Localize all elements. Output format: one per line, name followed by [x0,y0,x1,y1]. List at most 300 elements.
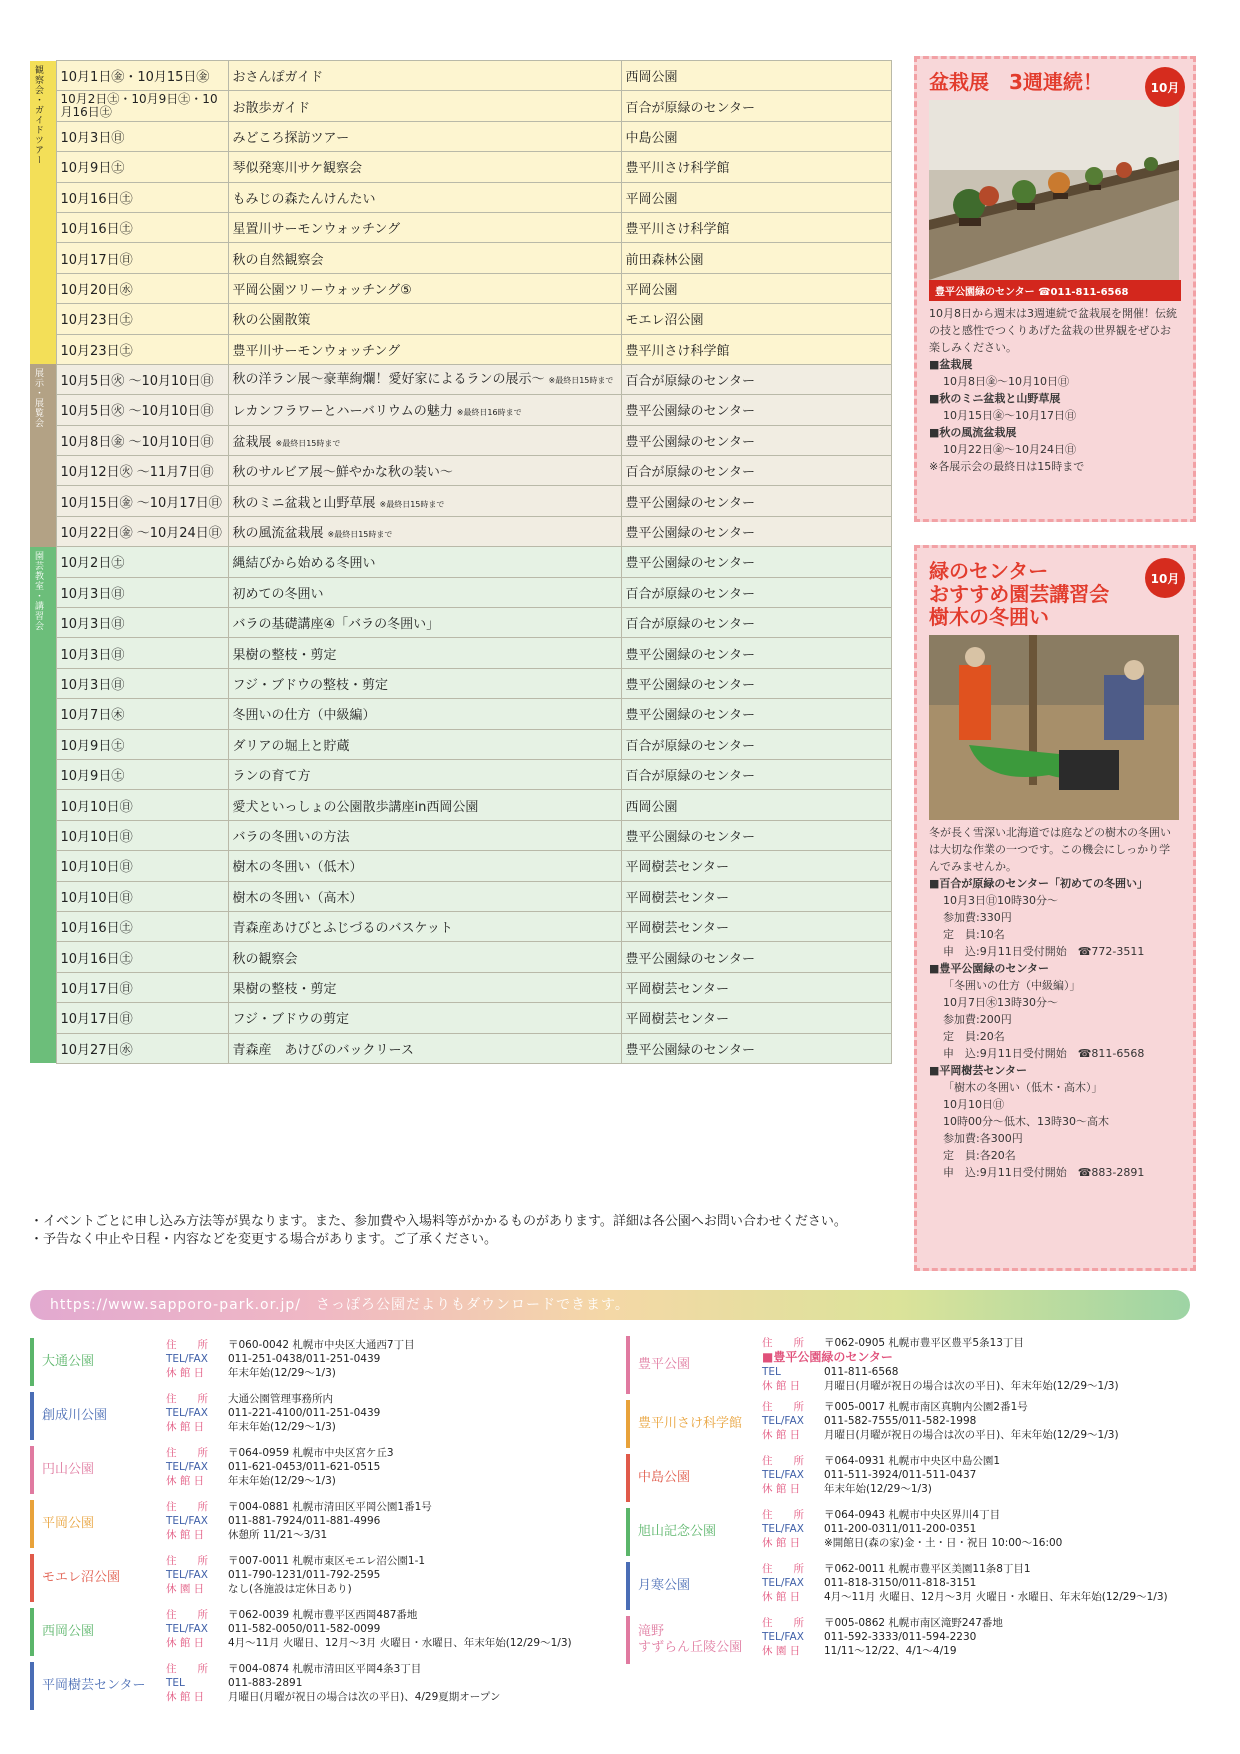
park-info-value: 〒005-0862 札幌市南区滝野247番地 [824,1617,1003,1629]
park-info-line [762,1336,1119,1350]
park-info-line [762,1644,1003,1658]
event-row [30,61,891,91]
event-title-text: 果樹の整枝・剪定 [232,647,337,663]
park-name[interactable]: 月寒公園 [626,1562,751,1610]
event-title-text: 初めての冬囲い [232,586,324,602]
park-info-value: 月曜日(月曜が祝日の場合は次の平日)、年末年始(12/29～1/3) [824,1429,1119,1441]
event-row [30,547,891,577]
event-title [228,152,621,182]
park-info-label: 休 館 日 [166,1475,205,1487]
park-info-value: 011-881-7924/011-881-4996 [228,1515,381,1527]
park-info-line [166,1636,572,1650]
event-title-text: バラの基礎講座④「バラの冬囲い」 [232,617,440,633]
website-bar[interactable] [30,1290,1190,1320]
month-badge: 10月 [1145,558,1185,598]
park-info-line [762,1428,1119,1442]
event-date: 10月12日㊋ ～11月7日㊐ [56,456,228,486]
park-info [762,1562,1168,1604]
event-venue: 百合が原緑のセンター [621,608,891,638]
event-date: 10月22日㊎ ～10月24日㊐ [56,516,228,546]
winter-wrap-photo [929,635,1179,820]
park-info-value: 011-818-3150/011-818-3151 [824,1577,977,1589]
event-title-text: ダリアの堀上と貯蔵 [232,738,350,754]
park-name[interactable]: 中島公園 [626,1454,751,1502]
park-info-line [166,1446,394,1460]
park-info-label: TEL/FAX [166,1623,208,1635]
park-info-value: 〒004-0881 札幌市清田区平岡公園1番1号 [228,1501,432,1513]
event-date: 10月16日㊏ [56,212,228,242]
event-date: 10月2日㊏ [56,547,228,577]
park-info-line [166,1474,394,1488]
park-info-line [762,1616,1003,1630]
park-info-label: 住 所 [166,1663,208,1675]
event-title [228,668,621,698]
event-title-text: おさんぽガイド [232,70,324,86]
event-title [228,395,621,425]
park-info-value: 〒064-0931 札幌市中央区中島公園1 [824,1455,1001,1467]
park-name[interactable]: 旭山記念公園 [626,1508,751,1556]
park-info-label: TEL/FAX [166,1569,208,1581]
event-venue: 平岡樹芸センター [621,881,891,911]
park-info-line [166,1420,380,1434]
event-title [228,121,621,151]
event-venue: 豊平公園緑のセンター [621,516,891,546]
event-venue: 豊平川さけ科学館 [621,212,891,242]
event-venue: 豊平公園緑のセンター [621,699,891,729]
park-info-label: 休 館 日 [762,1591,801,1603]
park-info-value: 〒062-0039 札幌市豊平区西岡487番地 [228,1609,418,1621]
park-info-line [762,1590,1168,1604]
park-info-line [166,1406,380,1420]
park-info-value: 011-221-4100/011-251-0439 [228,1407,381,1419]
event-date: 10月9日㊏ [56,729,228,759]
park-info-label: TEL/FAX [762,1523,804,1535]
event-date: 10月17日㊐ [56,243,228,273]
event-row [30,152,891,182]
park-info-line [166,1528,432,1542]
park-info-label: 休 館 日 [166,1529,205,1541]
event-title-text: もみじの森たんけんたい [232,191,376,207]
notes [30,1213,900,1249]
event-title [228,1033,621,1063]
event-venue: 平岡樹芸センター [621,1003,891,1033]
park-info-label: 休 館 日 [762,1483,801,1495]
event-venue: 豊平川さけ科学館 [621,152,891,182]
park-info-line [166,1554,425,1568]
bonsai-photo [929,100,1179,280]
event-title [228,334,621,364]
event-title-text: 冬囲いの仕方（中級編） [232,708,376,724]
park-info-line [762,1576,1168,1590]
park-info-value: 〒004-0874 札幌市清田区平岡4条3丁目 [228,1663,422,1675]
event-row [30,911,891,941]
event-title [228,456,621,486]
event-category [30,364,56,546]
event-title-text: みどころ探訪ツアー [232,130,350,146]
event-venue: 百合が原緑のセンター [621,577,891,607]
event-venue: 百合が原緑のセンター [621,759,891,789]
park-name[interactable]: 平岡公園 [30,1500,155,1548]
event-row [30,364,891,394]
park-info-label: 休 館 日 [762,1380,801,1392]
note-1: ・イベントごとに申し込み方法等が異なります。また、参加費や入場料等がかかるものがあります。詳細は各公園へお問い合わせください。 [30,1214,847,1229]
event-title-text: バラの冬囲いの方法 [232,829,350,845]
park-info-value: 011-582-0050/011-582-0099 [228,1623,381,1635]
event-venue: 豊平川さけ科学館 [621,334,891,364]
park-info-label: 住 所 [166,1609,208,1621]
event-title-text: 秋の風流盆栽展 [232,526,324,542]
park-info-label: 住 所 [762,1401,804,1413]
event-category [30,547,56,1064]
event-date: 10月16日㊏ [56,182,228,212]
park-info-value: 〒062-0905 札幌市豊平区豊平5条13丁目 [824,1337,1024,1349]
panel-line: 冬が長く雪深い北海道では庭などの樹木の冬囲いは大切な作業の一つです。この機会にしっかり学んでみませんか。 [929,826,1171,873]
event-title-text: フジ・ブドウの整枝・剪定 [232,678,388,693]
event-row [30,121,891,151]
park-info-value: 011-511-3924/011-511-0437 [824,1469,977,1481]
event-note: ※最終日15時まで [327,530,393,540]
event-venue: 百合が原緑のセンター [621,456,891,486]
panel-line: ■百合が原緑のセンター「初めての冬囲い」 [929,877,1148,890]
event-row [30,91,891,121]
park-info-value: 年末年始(12/29～1/3) [228,1421,336,1433]
park-info-value: 月曜日(月曜が祝日の場合は次の平日)、年末年始(12/29～1/3) [824,1380,1119,1392]
park-info-value: 大通公園管理事務所内 [228,1393,333,1405]
park-info-label: 住 所 [762,1509,804,1521]
workshop-title-line: 樹木の冬囲い [929,605,1049,629]
panel-line: 10月15日㊎～10月17日㊐ [943,409,1076,422]
panel-line: 「樹木の冬囲い（低木・高木）」 [943,1081,1103,1094]
park-info-label: 住 所 [762,1455,804,1467]
park-info-value: 011-621-0453/011-621-0515 [228,1461,381,1473]
event-note: ※最終日15時まで [275,438,341,448]
event-row [30,334,891,364]
event-title [228,881,621,911]
event-venue: 前田森林公園 [621,243,891,273]
event-date: 10月3日㊐ [56,577,228,607]
park-info-line [762,1350,1119,1365]
event-title-text: ランの育て方 [232,769,311,785]
park-info-label: TEL [762,1366,802,1378]
event-title [228,91,621,121]
park-info-value: 011-790-1231/011-792-2595 [228,1569,381,1581]
event-venue: 平岡公園 [621,182,891,212]
event-date: 10月23日㊏ [56,304,228,334]
panel-line: 10月7日㊍13時30分～ [943,996,1058,1009]
park-info [166,1446,394,1488]
park-info-line [762,1482,1000,1496]
park-info-line [762,1454,1000,1468]
park-name[interactable]: モエレ沼公園 [30,1554,155,1602]
park-info [166,1608,572,1650]
event-title [228,759,621,789]
park-info-value: 011-251-0438/011-251-0439 [228,1353,381,1365]
park-info-line [762,1468,1000,1482]
event-venue: 豊平公園緑のセンター [621,942,891,972]
park-info-line [166,1366,415,1380]
event-title-text: 秋のミニ盆栽と山野草展 [232,495,376,511]
event-title-text: 樹木の冬囲い（高木） [232,890,363,906]
park-info-line [166,1568,425,1582]
event-venue: 西岡公園 [621,61,891,91]
park-info-value: なし(各施設は定休日あり) [228,1583,352,1595]
event-venue: 百合が原緑のセンター [621,364,891,394]
panel-line: ■盆栽展 [929,358,973,371]
event-title [228,425,621,455]
event-date: 10月3日㊐ [56,668,228,698]
event-title [228,273,621,303]
park-info-label: 住 所 [166,1393,208,1405]
event-title-text: 愛犬といっしょの公園散歩講座in西岡公園 [232,799,479,815]
event-title [228,547,621,577]
event-title-text: 秋の観察会 [232,951,298,967]
park-info-value: 〒064-0959 札幌市中央区宮ケ丘3 [228,1447,394,1459]
event-title [228,911,621,941]
event-date: 10月10日㊐ [56,881,228,911]
park-info-label: 休 館 日 [166,1367,205,1379]
event-venue: 西岡公園 [621,790,891,820]
event-date: 10月20日㊌ [56,273,228,303]
event-venue: 平岡公園 [621,273,891,303]
park-info-value: 休憩所 11/21～3/31 [228,1529,328,1541]
park-info-line [166,1514,432,1528]
bonsai-panel-title: 盆栽展 3週連続！ [929,70,1103,94]
event-row [30,972,891,1002]
event-title [228,243,621,273]
park-info-line [166,1622,572,1636]
event-title [228,942,621,972]
park-info-label: 休 館 日 [166,1637,205,1649]
park-info-label: TEL/FAX [166,1461,208,1473]
park-info-line [762,1522,1062,1536]
park-info-label: 住 所 [166,1447,208,1459]
event-date: 10月1日㊎・10月15日㊎ [56,61,228,91]
park-name[interactable]: 滝野 すずらん丘陵公園 [626,1616,751,1664]
park-info [166,1554,425,1596]
event-row [30,456,891,486]
panel-line: ■秋のミニ盆栽と山野草展 [929,392,1061,405]
event-date: 10月17日㊐ [56,1003,228,1033]
park-name[interactable]: 創成川公園 [30,1392,155,1440]
event-venue: 百合が原緑のセンター [621,729,891,759]
event-row [30,729,891,759]
park-info-value: 年末年始(12/29～1/3) [824,1483,932,1495]
park-info-value: 年末年始(12/29～1/3) [228,1367,336,1379]
park-info-line [166,1352,415,1366]
event-title-text: 秋のサルビア展～鮮やかな秋の装い～ [232,465,453,481]
panel-line: ■豊平公園緑のセンター [929,962,1049,975]
panel-line: ※各展示会の最終日は15時まで [929,460,1085,473]
park-info-value: ※開館日(森の家)金・土・日・祝日 10:00～16:00 [824,1537,1063,1549]
event-row [30,486,891,516]
event-date: 10月2日㊏・10月9日㊏・10月16日㊏ [56,91,228,121]
park-info [762,1400,1119,1442]
event-date: 10月3日㊐ [56,638,228,668]
park-info [762,1616,1003,1658]
park-info-value: 11/11～12/22、4/1～4/19 [824,1645,957,1657]
park-info-label: TEL/FAX [166,1407,208,1419]
park-info-label: 休 館 日 [762,1429,801,1441]
park-info-line [166,1608,572,1622]
park-info-label: 休 園 日 [166,1583,205,1595]
event-venue: 豊平公園緑のセンター [621,820,891,850]
event-date: 10月3日㊐ [56,608,228,638]
workshop-title-line: 緑のセンター [929,559,1049,583]
event-venue: 豊平公園緑のセンター [621,1033,891,1063]
park-info-label: TEL/FAX [762,1577,804,1589]
park-info-value: ■豊平公園緑のセンター [762,1350,893,1364]
event-category [30,61,56,365]
panel-line: 定 員:20名 [943,1030,1005,1043]
event-title [228,972,621,1002]
event-title [228,577,621,607]
event-date: 10月5日㊋ ～10月10日㊐ [56,395,228,425]
event-row [30,273,891,303]
event-title [228,61,621,91]
event-title [228,638,621,668]
event-title-text: お散歩ガイド [232,100,311,116]
bonsai-phone-bar: 豊平公園緑のセンター ☎011-811-6568 [929,280,1181,301]
park-info-label: TEL/FAX [166,1353,208,1365]
park-name[interactable]: 平岡樹芸センター [30,1662,155,1710]
event-date: 10月15日㊎ ～10月17日㊐ [56,486,228,516]
event-title-text: 豊平川サーモンウォッチング [232,343,401,359]
event-date: 10月5日㊋ ～10月10日㊐ [56,364,228,394]
park-info [166,1500,432,1542]
event-row [30,243,891,273]
event-date: 10月9日㊏ [56,152,228,182]
panel-line: 10月8日から週末は3週連続で盆栽展を開催！伝統の技と感性でつくりあげた盆栽の世界観をぜひお楽しみください。 [929,307,1177,354]
park-name[interactable]: 豊平公園 [626,1336,751,1394]
event-title-text: 縄結びから始める冬囲い [232,556,376,572]
event-row [30,577,891,607]
event-title [228,790,621,820]
event-title [228,364,621,394]
event-row [30,699,891,729]
park-info-label: 休 館 日 [166,1421,205,1433]
park-info [762,1336,1119,1393]
park-info-label: TEL/FAX [762,1415,804,1427]
panel-line: 申 込:9月11日受付開始 ☎772-3511 [943,945,1145,958]
park-info-line [762,1536,1062,1550]
park-info-label: 住 所 [166,1501,208,1513]
event-row [30,1033,891,1063]
park-info-label: TEL/FAX [166,1515,208,1527]
event-date: 10月10日㊐ [56,820,228,850]
panel-line: 定 員:各20名 [943,1149,1016,1162]
panel-line: 参加費:200円 [943,1013,1012,1026]
event-date: 10月8日㊎ ～10月10日㊐ [56,425,228,455]
event-date: 10月16日㊏ [56,942,228,972]
event-title [228,820,621,850]
event-note: ※最終日15時まで [379,499,445,509]
event-title [228,212,621,242]
event-title-text: 秋の洋ラン展～豪華絢爛！愛好家によるランの展示～ [232,371,545,387]
event-row [30,608,891,638]
park-info-line [166,1460,394,1474]
park-info-value: 〒005-0017 札幌市南区真駒内公園2番1号 [824,1401,1028,1413]
event-venue: 平岡樹芸センター [621,851,891,881]
event-date: 10月7日㊍ [56,699,228,729]
event-row [30,759,891,789]
event-row [30,1003,891,1033]
event-row [30,395,891,425]
event-title-text: 果樹の整枝・剪定 [232,981,337,997]
park-info [166,1338,415,1380]
park-info-line [762,1508,1062,1522]
park-info-line [762,1400,1119,1414]
event-row [30,304,891,334]
event-venue: 豊平公園緑のセンター [621,395,891,425]
park-info-label: 住 所 [762,1337,804,1349]
park-info-label: 住 所 [166,1555,208,1567]
workshop-panel [914,545,1196,1271]
panel-line: 参加費:330円 [943,911,1012,924]
park-info-label: 住 所 [166,1339,208,1351]
event-date: 10月27日㊌ [56,1033,228,1063]
event-title-text: 秋の公園散策 [232,313,311,329]
park-info-line [166,1500,432,1514]
park-name[interactable]: 西岡公園 [30,1608,155,1656]
event-title [228,182,621,212]
park-info-label: 休 館 日 [762,1537,801,1549]
panel-line: 10月3日㊐10時30分～ [943,894,1058,907]
park-info [762,1508,1062,1550]
park-info-value: 4月～11月 火曜日、12月～3月 火曜日・水曜日、年末年始(12/29～1/3) [824,1591,1168,1603]
event-row [30,425,891,455]
event-row [30,881,891,911]
park-info-value: 〒060-0042 札幌市中央区大通西7丁目 [228,1339,415,1351]
panel-line: 「冬囲いの仕方（中級編）」 [943,979,1081,992]
park-info-value: 〒007-0011 札幌市東区モエレ沼公園1-1 [228,1555,426,1567]
park-info-value: 〒064-0943 札幌市中央区界川4丁目 [824,1509,1001,1521]
event-row [30,820,891,850]
event-date: 10月17日㊐ [56,972,228,1002]
park-name[interactable]: 豊平川さけ科学館 [626,1400,751,1448]
park-info-line [762,1379,1119,1393]
park-info-line [762,1414,1119,1428]
event-title [228,1003,621,1033]
event-title-text: 平岡公園ツリーウォッチング⑤ [232,282,412,298]
event-date: 10月3日㊐ [56,121,228,151]
park-name[interactable]: 大通公園 [30,1338,155,1386]
panel-line: 申 込:9月11日受付開始 ☎811-6568 [943,1047,1145,1060]
park-info-value: 〒062-0011 札幌市豊平区美園11条8丁目1 [824,1563,1031,1575]
park-info-value: 4月～11月 火曜日、12月～3月 火曜日・水曜日、年末年始(12/29～1/3) [228,1637,572,1649]
park-info-line [166,1690,500,1704]
park-info-line [762,1365,1119,1379]
event-category-label: 観察会・ガイドツアー [33,64,43,165]
panel-line: 定 員:10名 [943,928,1005,941]
event-venue: モエレ沼公園 [621,304,891,334]
event-venue: 豊平公園緑のセンター [621,668,891,698]
park-info-label: 住 所 [762,1563,804,1575]
event-venue: 豊平公園緑のセンター [621,638,891,668]
park-info-label: 休 園 日 [762,1645,801,1657]
event-title [228,851,621,881]
bonsai-panel [914,56,1196,522]
event-title [228,304,621,334]
park-name[interactable]: 円山公園 [30,1446,155,1494]
website-url[interactable]: https://www.sapporo-park.or.jp/ さっぽろ公園だよりもダウンロードできます。 [50,1297,630,1313]
event-date: 10月9日㊏ [56,759,228,789]
event-date: 10月10日㊐ [56,790,228,820]
event-date: 10月10日㊐ [56,851,228,881]
event-title-text: 青森産あけびとふじづるのバスケット [232,921,453,937]
event-row [30,790,891,820]
event-title-text: フジ・ブドウの剪定 [232,1012,349,1028]
event-title [228,608,621,638]
